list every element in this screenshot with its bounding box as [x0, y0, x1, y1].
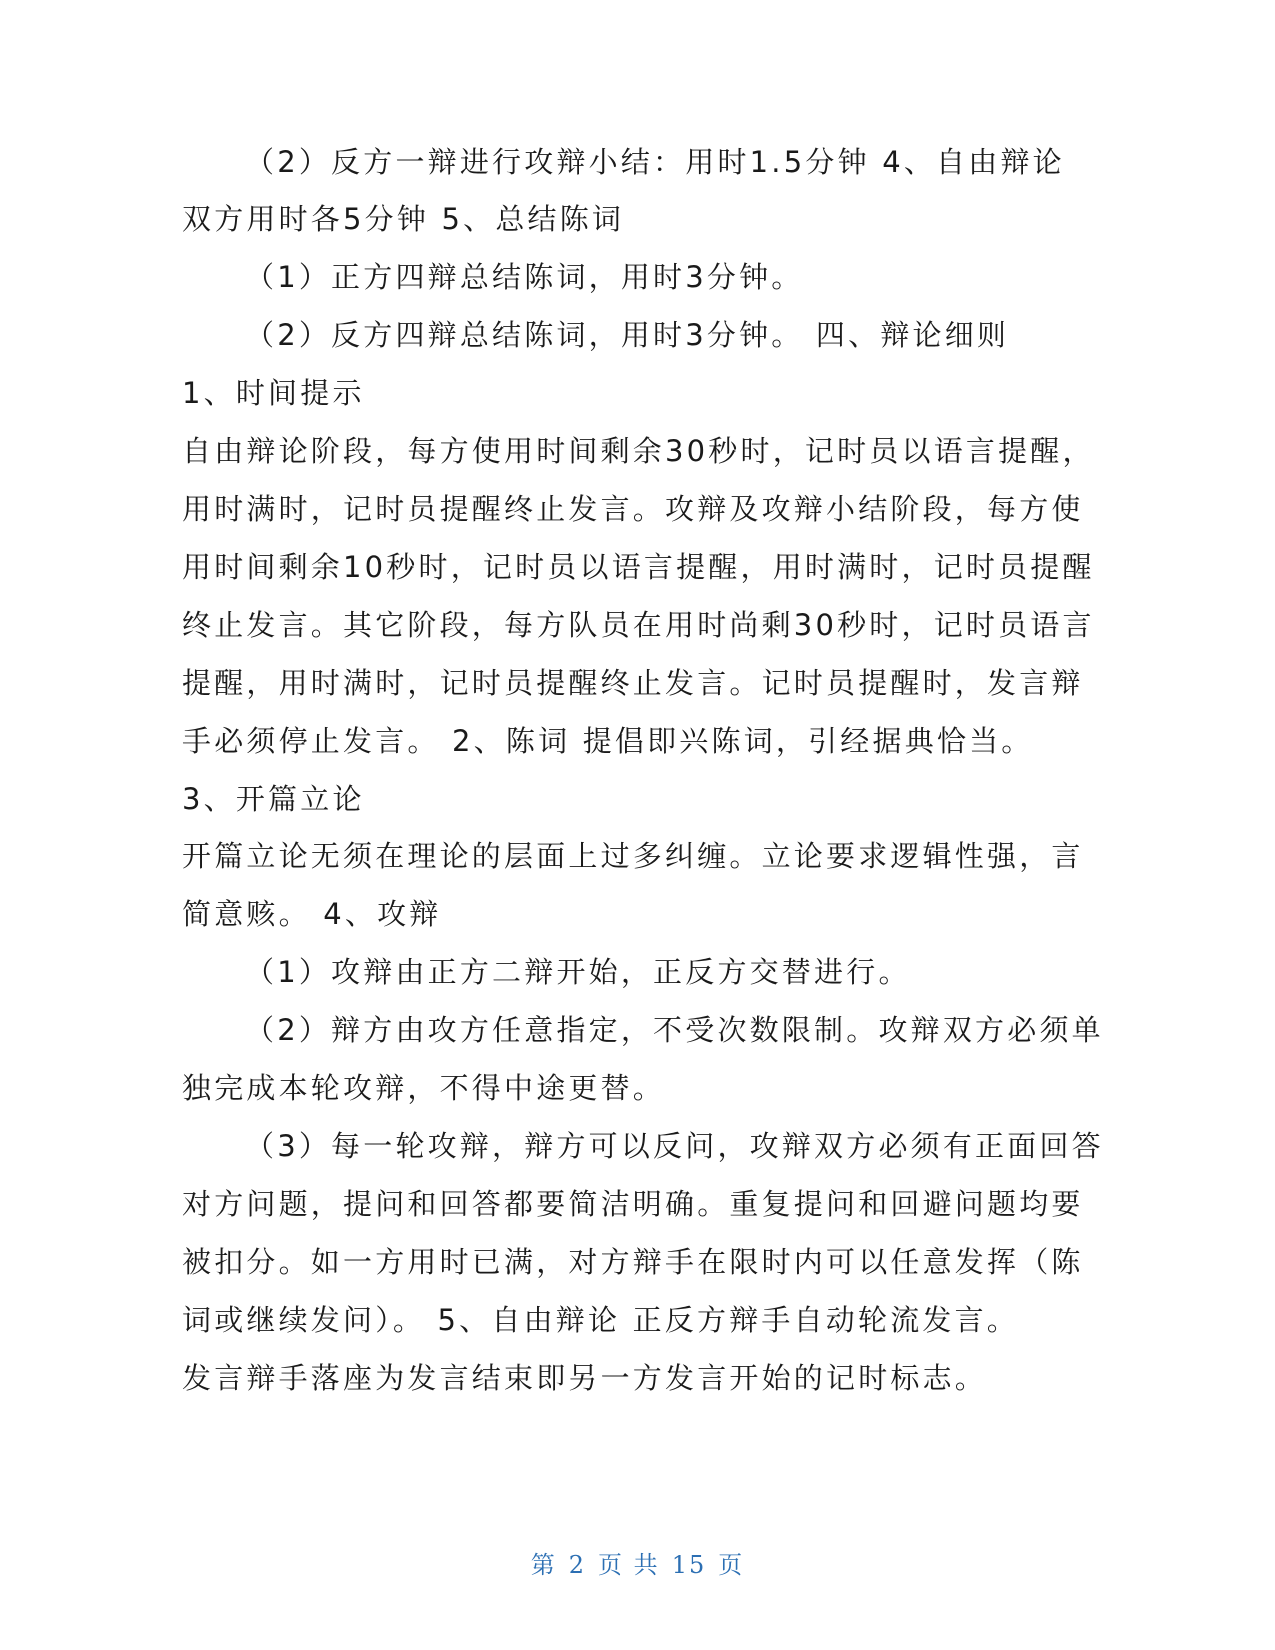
current-page-number: 2 [568, 1551, 587, 1579]
text-line: 对方问题，提问和回答都要简洁明确。重复提问和回避问题均要 [182, 1187, 1084, 1221]
text-line: 终止发言。其它阶段，每方队员在用时尚剩30秒时，记时员语言 [182, 608, 1095, 642]
text-line: 双方用时各5分钟 5、总结陈词 [182, 202, 625, 236]
text-line: 用时满时，记时员提醒终止发言。攻辩及攻辩小结阶段，每方使 [182, 492, 1084, 526]
text-line: 手必须停止发言。 2、陈词 提倡即兴陈词，引经据典恰当。 [182, 724, 1034, 758]
footer-suffix: 页 [718, 1551, 745, 1579]
text-line: 发言辩手落座为发言结束即另一方发言开始的记时标志。 [182, 1361, 988, 1395]
text-line: （1）正方四辩总结陈词，用时3分钟。 [245, 260, 804, 294]
text-line: （2）辩方由攻方任意指定，不受次数限制。攻辩双方必须单 [245, 1013, 1104, 1047]
text-line: 独完成本轮攻辩，不得中途更替。 [182, 1071, 666, 1105]
text-line: 自由辩论阶段，每方使用时间剩余30秒时，记时员以语言提醒， [182, 434, 1095, 468]
text-line: 被扣分。如一方用时已满，对方辩手在限时内可以任意发挥（陈 [182, 1245, 1084, 1279]
text-line: （2）反方一辩进行攻辩小结：用时1.5分钟 4、自由辩论 [245, 145, 1065, 179]
footer-middle: 页 共 [598, 1551, 660, 1579]
section-heading: 3、开篇立论 [182, 782, 365, 816]
section-heading: 1、时间提示 [182, 376, 365, 410]
text-line: 用时间剩余10秒时，记时员以语言提醒，用时满时，记时员提醒 [182, 550, 1095, 584]
total-page-count: 15 [671, 1551, 707, 1579]
page-number-footer [0, 1545, 1275, 1580]
text-line: 简意赅。 4、攻辩 [182, 897, 442, 931]
text-line: 开篇立论无须在理论的层面上过多纠缠。立论要求逻辑性强，言 [182, 839, 1084, 873]
footer-prefix: 第 [530, 1551, 557, 1579]
text-line: 词或继续发问）。 5、自由辩论 正反方辩手自动轮流发言。 [182, 1303, 1019, 1337]
text-line: （2）反方四辩总结陈词，用时3分钟。 四、辩论细则 [245, 318, 1010, 352]
text-line: （1）攻辩由正方二辩开始，正反方交替进行。 [245, 955, 911, 989]
text-line: （3）每一轮攻辩，辩方可以反问，攻辩双方必须有正面回答 [245, 1129, 1104, 1163]
text-line: 提醒，用时满时，记时员提醒终止发言。记时员提醒时，发言辩 [182, 666, 1084, 700]
